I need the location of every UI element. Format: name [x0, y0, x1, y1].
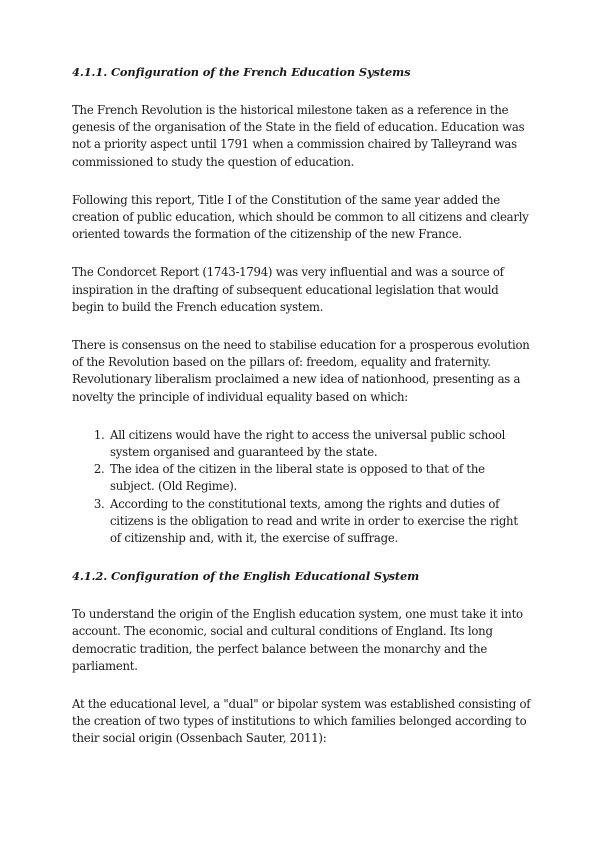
section-heading-french: 4.1.1. Configuration of the French Education Systems [72, 65, 411, 79]
paragraph: To understand the origin of the English education system, one must take it into account. The economic, social and cultural conditions of England. Its long democratic tradition, the perfect balance between the monarchy and the parliament. [72, 607, 523, 673]
paragraph: The French Revolution is the historical milestone taken as a reference in the genesis of the organisation of the State in the field of education. Education was not a priority aspect until 1791 when a commission chaired by Talleyrand was commissioned to study the question of education. [72, 103, 525, 169]
paragraph: Following this report, Title I of the Constitution of the same year added the creation of public education, which should be common to all citizens and clearly oriented towards the formation of the citizenship of the new France. [72, 192, 529, 242]
list-item: 3. According to the constitutional texts, among the rights and duties of citizens is the obligation to read and write in order to exercise the right of citizenship and, with it, the exercise of suffrage. [108, 496, 532, 548]
paragraph: At the educational level, a "dual" or bipolar system was established consisting of the creation of two types of institutions to which families belonged according to their social origin (Ossenbach Sauter, 2011): [72, 697, 531, 746]
paragraph: The Condorcet Report (1743-1794) was very influential and was a source of inspiration in the drafting of subsequent educational legislation that would begin to build the French education system. [72, 265, 504, 314]
document-page [72, 64, 532, 769]
section-heading-english: 4.1.2. Configuration of the English Educational System [72, 569, 420, 584]
numbered-list [72, 427, 532, 547]
list-item: 2. The idea of the citizen in the liberal state is opposed to that of the subject. (Old Regime). [108, 461, 532, 495]
paragraph: There is consensus on the need to stabilise education for a prosperous evolution of the Revolution based on the pillars of: freedom, equality and fraternity. Revolutionary liberalism proclaimed a new idea of nationhood, presenting as a novelty the principle of individual equality based on which: [72, 338, 530, 404]
list-item: 1. All citizens would have the right to access the universal public school system organised and guaranteed by the state. [108, 427, 532, 461]
